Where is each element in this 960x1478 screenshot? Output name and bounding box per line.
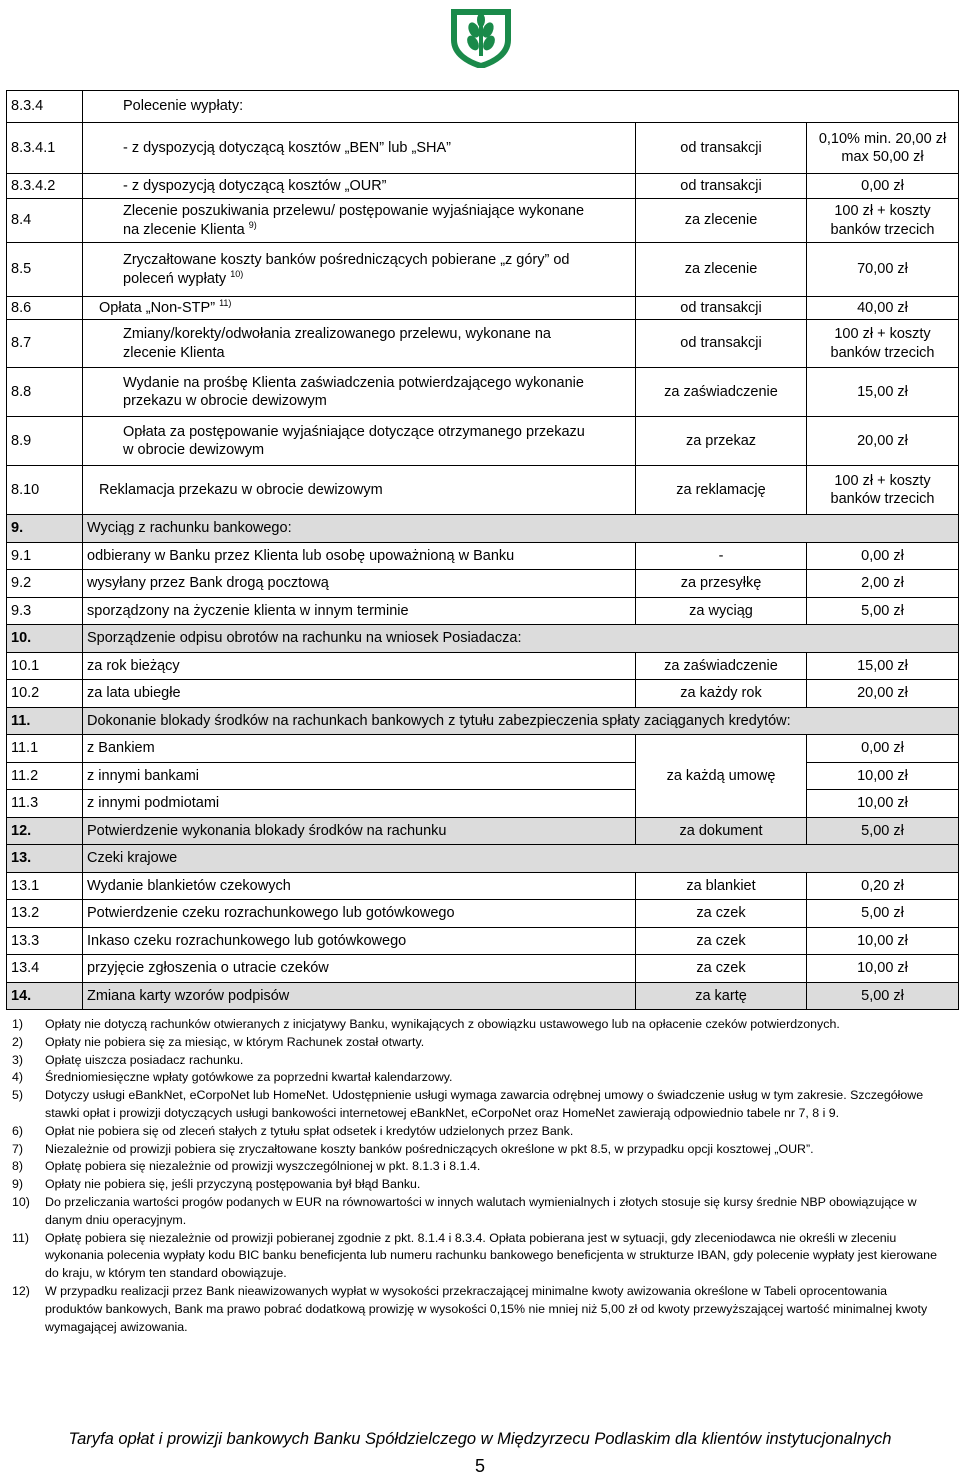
row-description: Potwierdzenie czeku rozrachunkowego lub gotówkowego <box>83 900 636 928</box>
desc-line: Zlecenie poszukiwania przelewu/ postępowanie wyjaśniające wykonane <box>123 203 585 220</box>
fee-line: banków trzecich <box>830 344 935 361</box>
row-number: 9.2 <box>7 570 83 598</box>
fee-line: banków trzecich <box>830 221 935 238</box>
section-number: 11. <box>7 707 83 735</box>
footnote <box>12 1194 942 1230</box>
footnote-ref: 11) <box>219 297 232 308</box>
section-title: Wyciąg z rachunku bankowego: <box>83 515 959 543</box>
row-number: 8.10 <box>7 466 83 515</box>
row-number: 9.1 <box>7 542 83 570</box>
row-description: Inkaso czeku rozrachunkowego lub gotówkowego <box>83 927 636 955</box>
section-row <box>7 625 959 653</box>
row-unit: za zaświadczenie <box>636 368 807 417</box>
row-number: 8.9 <box>7 417 83 466</box>
desc-line: zlecenie Klienta <box>123 344 225 361</box>
row-unit: za blankiet <box>636 872 807 900</box>
section-title: Potwierdzenie wykonania blokady środków na rachunku <box>83 817 636 845</box>
table-row <box>7 297 959 320</box>
row-description: z innymi bankami <box>83 762 636 790</box>
desc-line: poleceń wypłaty <box>123 270 227 287</box>
bank-logo-icon <box>446 6 516 68</box>
row-unit: od transakcji <box>636 123 807 174</box>
footnote-text: Opłaty nie pobiera się, jeśli przyczyną postępowania był błąd Banku. <box>45 1177 421 1192</box>
page-number: 5 <box>474 1456 485 1476</box>
row-fee: 10,00 zł <box>807 790 959 818</box>
row-description: - z dyspozycją dotyczącą kosztów „OUR” <box>83 174 636 199</box>
footnote-ref: 9) <box>248 219 257 230</box>
fee-line: 100 zł + koszty <box>834 472 931 489</box>
table-row <box>7 597 959 625</box>
row-fee: 40,00 zł <box>807 297 959 320</box>
table-row <box>7 570 959 598</box>
row-number: 13.3 <box>7 927 83 955</box>
section-row <box>7 845 959 873</box>
fee-line: max 50,00 zł <box>841 149 924 165</box>
row-number: 10.2 <box>7 680 83 708</box>
section-number: 12. <box>7 817 83 845</box>
row-unit: od transakcji <box>636 297 807 320</box>
row-unit: za wyciąg <box>636 597 807 625</box>
footnote-text: Średniomiesięczne wpłaty gotówkowe za poprzedni kwartał kalendarzowy. <box>45 1070 453 1085</box>
desc-text: Opłata „Non-STP” <box>99 299 216 316</box>
footnote-text: W przypadku realizacji przez Bank nieawizowanych wypłat w wysokości przekraczającej minimalne kwoty awizowania określone w Tabeli oprocentowania produktów bankowych, Bank ma prawo pobrać dodatkową prowizję w wysokości 0,15% nie mniej niż 5,00 zł od kwoty przewyższającej wartość minimalnej kwoty wymagającej awizowania. <box>45 1283 928 1334</box>
row-description <box>83 297 636 320</box>
footnote-text: Niezależnie od prowizji pobiera się zryczałtowane koszty banków pośredniczących określone w pkt 8.5, w przypadku opcji kosztowej „OUR”. <box>45 1141 814 1156</box>
footnote <box>12 1087 942 1123</box>
footnote-number: 4) <box>12 1070 24 1085</box>
row-unit: za przekaz <box>636 417 807 466</box>
row-number: 8.3.4 <box>7 91 83 123</box>
row-number: 13.4 <box>7 955 83 983</box>
row-fee: 15,00 zł <box>807 368 959 417</box>
table-row <box>7 542 959 570</box>
table-row <box>7 91 959 123</box>
footnote <box>12 1052 942 1070</box>
footnote-text: Opłaty nie dotyczą rachunków otwieranych z inicjatywy Banku, wynikających z obowiązku ustawowego lub na opłacenie czeków potwierdzonych. <box>45 1017 840 1031</box>
row-description: Wydanie blankietów czekowych <box>83 872 636 900</box>
row-description <box>83 320 636 368</box>
row-fee: 5,00 zł <box>807 900 959 928</box>
row-number: 8.5 <box>7 243 83 297</box>
row-description: przyjęcie zgłoszenia o utracie czeków <box>83 955 636 983</box>
table-row <box>7 735 959 763</box>
section-title: Dokonanie blokady środków na rachunkach bankowych z tytułu zabezpieczenia spłaty zaciąganych kredytów: <box>83 707 959 735</box>
section-title: Czeki krajowe <box>83 845 959 873</box>
row-unit: za zaświadczenie <box>636 652 807 680</box>
section-row <box>7 707 959 735</box>
footnote-text: Opłatę pobiera się niezależnie od prowizji wyszczególnionej w pkt. 8.1.3 i 8.1.4. <box>45 1159 481 1174</box>
row-fee: 20,00 zł <box>807 417 959 466</box>
row-unit: od transakcji <box>636 174 807 199</box>
row-unit: za reklamację <box>636 466 807 515</box>
table-row <box>7 368 959 417</box>
footnote-number: 7) <box>12 1141 24 1156</box>
row-fee: 10,00 zł <box>807 762 959 790</box>
row-number: 11.1 <box>7 735 83 763</box>
row-description <box>83 417 636 466</box>
footnote-text: Opłaty nie pobiera się za miesiąc, w którym Rachunek został otwarty. <box>45 1034 425 1049</box>
row-unit: za kartę <box>636 982 807 1010</box>
fee-line: 100 zł + koszty <box>834 203 931 220</box>
row-description <box>83 243 636 297</box>
row-unit: od transakcji <box>636 320 807 368</box>
fee-line: 0,10% min. 20,00 zł <box>818 130 947 147</box>
footnote-number: 3) <box>12 1052 24 1067</box>
row-fee: 20,00 zł <box>807 680 959 708</box>
section-number: 10. <box>7 625 83 653</box>
row-description: za rok bieżący <box>83 652 636 680</box>
table-row <box>7 320 959 368</box>
row-number: 9.3 <box>7 597 83 625</box>
footnote <box>12 1016 942 1034</box>
row-unit: - <box>636 542 807 570</box>
row-fee: 70,00 zł <box>807 243 959 297</box>
row-fee: 0,00 zł <box>807 542 959 570</box>
row-number: 8.6 <box>7 297 83 320</box>
row-unit: za dokument <box>636 817 807 845</box>
section-row <box>7 817 959 845</box>
footnote-number: 6) <box>12 1123 24 1138</box>
fee-line: banków trzecich <box>830 491 935 507</box>
desc-line: Zryczałtowane koszty banków pośredniczących pobierane „z góry” od <box>123 252 570 269</box>
row-number: 13.1 <box>7 872 83 900</box>
footnote <box>12 1069 942 1087</box>
desc-line: Zmiany/korekty/odwołania zrealizowanego przelewu, wykonane na <box>123 326 551 343</box>
table-row <box>7 174 959 199</box>
row-fee <box>807 123 959 174</box>
footnote-text: Dotyczy usługi eBankNet, eCorpoNet lub HomeNet. Udostępnienie usługi wymaga zawarcia odrębnej umowy o świadczenie usług w tym zakresie. Szczegółowe stawki opłat i prowizji dotyczących usługi bankowości internetowej eBankNet, eCorpoNet oraz HomeNet zawierają odpowiednio tabele nr 7, 8 i 9. <box>45 1088 924 1120</box>
row-number: 11.2 <box>7 762 83 790</box>
table-row <box>7 652 959 680</box>
table-row <box>7 927 959 955</box>
table-row <box>7 123 959 174</box>
row-unit: za każdy rok <box>636 680 807 708</box>
row-fee: 0,20 zł <box>807 872 959 900</box>
footnote <box>12 1230 942 1283</box>
desc-line: Wydanie na prośbę Klienta zaświadczenia potwierdzającego wykonanie <box>123 374 584 391</box>
row-fee: 0,00 zł <box>807 735 959 763</box>
row-fee: 0,00 zł <box>807 174 959 199</box>
footnote-text: Do przeliczania wartości progów podanych w EUR na równowartości w innych walutach wymienialnych i złotych stosuje się kursy średnie NBP obowiązujące w danym dniu operacyjnym. <box>45 1194 917 1227</box>
table-row <box>7 417 959 466</box>
table-row <box>7 680 959 708</box>
row-fee: 10,00 zł <box>807 955 959 983</box>
row-number: 8.8 <box>7 368 83 417</box>
row-fee <box>807 466 959 515</box>
row-unit: za czek <box>636 955 807 983</box>
row-fee: 5,00 zł <box>807 597 959 625</box>
row-description: - z dyspozycją dotyczącą kosztów „BEN” lub „SHA” <box>83 123 636 174</box>
fees-table <box>6 90 959 1010</box>
row-unit: za przesyłkę <box>636 570 807 598</box>
table-row <box>7 199 959 243</box>
footnote-text: Opłatę uiszcza posiadacz rachunku. <box>45 1052 244 1067</box>
row-description <box>83 199 636 243</box>
footnote-number: 5) <box>12 1088 24 1103</box>
fee-line: 100 zł + koszty <box>834 326 931 343</box>
section-title: Zmiana karty wzorów podpisów <box>83 982 636 1010</box>
footnote <box>12 1176 942 1194</box>
footnote <box>12 1141 942 1159</box>
table-row <box>7 955 959 983</box>
row-fee <box>807 199 959 243</box>
footnote-ref: 10) <box>230 268 244 279</box>
row-fee: 5,00 zł <box>807 817 959 845</box>
row-number: 10.1 <box>7 652 83 680</box>
row-unit: za czek <box>636 927 807 955</box>
footnotes <box>12 1016 942 1336</box>
footnote-number: 11) <box>12 1230 29 1245</box>
table-row <box>7 790 959 818</box>
section-number: 14. <box>7 982 83 1010</box>
row-fee: 10,00 zł <box>807 927 959 955</box>
table-row <box>7 762 959 790</box>
section-row <box>7 515 959 543</box>
row-description: wysyłany przez Bank drogą pocztową <box>83 570 636 598</box>
row-description: odbierany w Banku przez Klienta lub osobę upoważnioną w Banku <box>83 542 636 570</box>
table-row <box>7 872 959 900</box>
section-number: 9. <box>7 515 83 543</box>
footnote-number: 2) <box>12 1034 24 1049</box>
desc-line: w obrocie dewizowym <box>123 442 265 458</box>
footnote-number: 8) <box>12 1159 24 1174</box>
row-description: z innymi podmiotami <box>83 790 636 818</box>
row-unit: za zlecenie <box>636 243 807 297</box>
footnote-number: 10) <box>12 1194 30 1209</box>
row-unit: za zlecenie <box>636 199 807 243</box>
row-fee: 5,00 zł <box>807 982 959 1010</box>
footnote <box>12 1123 942 1141</box>
row-unit: za każdą umowę <box>636 735 807 818</box>
row-number: 8.3.4.1 <box>7 123 83 174</box>
section-number: 13. <box>7 845 83 873</box>
desc-line: na zlecenie Klienta <box>123 221 245 238</box>
row-description: z Bankiem <box>83 735 636 763</box>
footnote-number: 9) <box>12 1177 24 1192</box>
footnote-text: Opłat nie pobiera się od zleceń stałych z tytułu spłat odsetek i kredytów udzielonych przez Bank. <box>45 1123 574 1138</box>
row-number: 11.3 <box>7 790 83 818</box>
table-row <box>7 466 959 515</box>
row-fee <box>807 320 959 368</box>
footnote <box>12 1158 942 1176</box>
footnote-number: 1) <box>12 1017 24 1031</box>
row-number: 8.3.4.2 <box>7 174 83 199</box>
table-row <box>7 243 959 297</box>
row-number: 13.2 <box>7 900 83 928</box>
row-description: Polecenie wypłaty: <box>83 91 959 123</box>
table-row <box>7 900 959 928</box>
footnote <box>12 1034 942 1052</box>
row-fee: 15,00 zł <box>807 652 959 680</box>
row-number: 8.4 <box>7 199 83 243</box>
desc-line: przekazu w obrocie dewizowym <box>123 393 327 409</box>
footnote-number: 12) <box>12 1283 30 1298</box>
row-unit: za czek <box>636 900 807 928</box>
page-footer: Taryfa opłat i prowizji bankowych Banku Spółdzielczego w Międzyrzecu Podlaskim dla klientów instytucjonalnych <box>68 1430 892 1448</box>
desc-line: Opłata za postępowanie wyjaśniające dotyczące otrzymanego przekazu <box>123 423 585 440</box>
row-description: za lata ubiegłe <box>83 680 636 708</box>
section-title: Sporządzenie odpisu obrotów na rachunku na wniosek Posiadacza: <box>83 625 959 653</box>
section-row <box>7 982 959 1010</box>
row-description: Reklamacja przekazu w obrocie dewizowym <box>83 466 636 515</box>
footnote <box>12 1283 942 1336</box>
row-description <box>83 368 636 417</box>
row-number: 8.7 <box>7 320 83 368</box>
footnote-text: Opłatę pobiera się niezależnie od prowizji pobieranej zgodnie z pkt. 8.1.4 i 8.3.4. Opłata pobierana jest w sytuacji, gdy zleceniodawca nie określi w zleceniu wykonania polecenia wypłaty kodu BIC banku beneficjenta lub numeru rachunku bankowego beneficjenta w strukturze IBAN, gdy polecenie wypłaty jest kierowane do kraju, w którym ten standard obowiązuje. <box>45 1230 937 1281</box>
row-fee: 2,00 zł <box>807 570 959 598</box>
row-description: sporządzony na życzenie klienta w innym terminie <box>83 597 636 625</box>
